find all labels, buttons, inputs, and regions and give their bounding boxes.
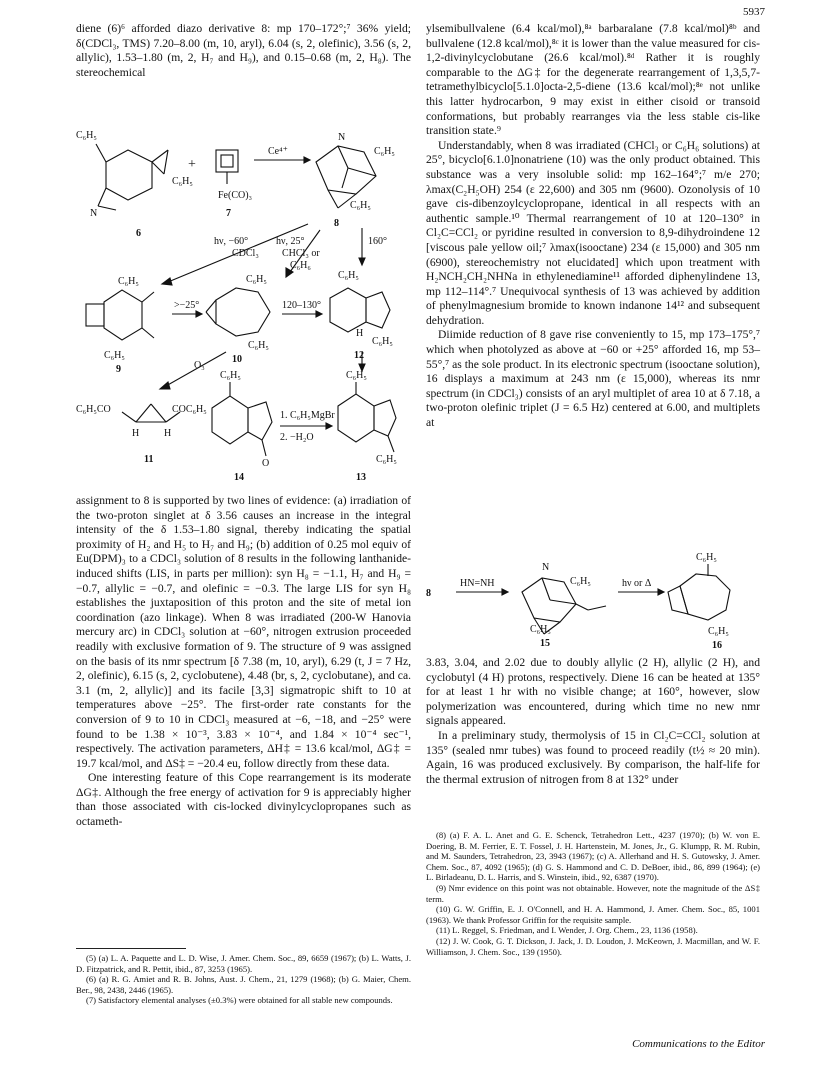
compound-11-label: 11	[144, 454, 154, 465]
fe-co-label: Fe(CO)₃	[218, 190, 253, 201]
compound-10-label: 10	[232, 354, 242, 365]
phco-label: C₆H₅CO	[76, 404, 111, 415]
compound-12-label: 12	[354, 350, 364, 361]
o3-reagent: O₃	[194, 360, 205, 371]
ce-reagent: Ce⁴⁺	[268, 146, 288, 157]
cdcl3-reagent: CDCl₃	[232, 248, 259, 259]
c16-ph2-label: C₆H₅	[708, 626, 729, 637]
left-body-paragraph-2: One interesting feature of this Cope rearrangement is its moderate ΔG‡. Although the free energy of activation for 9 is appreciably higher than those associated with cis-locked divinylcyclopropanes such as octameth-	[76, 771, 411, 829]
compound-7-label: 7	[226, 208, 231, 219]
c12-h-label: H	[356, 328, 364, 339]
c14-ph-label: C₆H₅	[220, 370, 241, 381]
footnote-10: (10) G. W. Griffin, E. J. O'Connell, and H. A. Hammond, J. Amer. Chem. Soc., 85, 1001 (1963). We thank Professor Griffin for the requisite sample.	[426, 904, 760, 925]
footnote-11: (11) L. Reggel, S. Friedman, and I. Wender, J. Org. Chem., 23, 1136 (1958).	[436, 925, 698, 936]
compound-10-structure	[206, 288, 270, 336]
c9-ph2-label: C₆H₅	[104, 350, 125, 361]
compound-12-structure	[330, 288, 390, 332]
grignard-step1: 1. C₆H₅MgBr	[280, 410, 335, 421]
compound-13-structure	[338, 382, 396, 452]
c13-ph2-label: C₆H₅	[376, 454, 397, 465]
c15-ph2-label: C₆H₅	[530, 624, 551, 635]
c16-ph-label: C₆H₅	[696, 552, 717, 563]
footnote-6: (6) (a) R. G. Amiet and R. B. Johns, Aust. J. Chem., 21, 1279 (1968); (b) G. Maier, Chem. Ber., 98, 2438, 2446 (1965).	[76, 974, 411, 995]
right-column-middle	[426, 656, 760, 787]
scheme2-compound-8-label: 8	[426, 588, 431, 599]
compound-6-structure	[96, 144, 168, 210]
footnote-7: (7) Satisfactory elemental analyses (±0.3%) were obtained for all stable new compounds.	[86, 995, 393, 1006]
compound-6-label: 6	[136, 228, 141, 239]
plus-sign: +	[188, 157, 196, 172]
c12-ph-label: C₆H₅	[338, 270, 359, 281]
c11-h2-label: H	[164, 428, 172, 439]
right-paragraph-5: In a preliminary study, thermolysis of 15 in Cl₂C=CCl₂ solution at 135° (sealed nmr tubes) was found to proceed readily (t½ ≈ 20 min). Again, 16 was produced exclusively. By comparison, the half-life for the thermal extrusion of nitrogen from 8 at 132° under	[426, 728, 760, 786]
compound-9-label: 9	[116, 364, 121, 375]
left-footnote-rule	[76, 948, 186, 949]
t160-reagent: 160°	[368, 236, 387, 247]
right-footnotes	[426, 830, 760, 957]
t120-reagent: 120–130°	[282, 300, 321, 311]
hnnh-reagent: HN=NH	[460, 578, 495, 589]
left-top-paragraph: diene (6)⁶ afforded diazo derivative 8: mp 170–172°;⁷ 36% yield; δ(CDCl₃, TMS) 7.20–8.00 (m, 10, aryl), 6.04 (s, 2, olefinic), 3.56 (s, 2, allylic), 1.53–1.80 (m, 2, H₇ and H₉), and 0.15–0.68 (m, 2, H₈). The stereochemical	[76, 22, 411, 79]
c15-n-label: N	[542, 562, 550, 573]
footnote-9: (9) Nmr evidence on this point was not obtainable. However, note the magnitude of the ΔS‡ term.	[426, 882, 760, 904]
c14-o-label: O	[262, 458, 270, 469]
c8-ph2-label: C₆H₅	[350, 200, 371, 211]
left-footnotes	[76, 953, 411, 1006]
c10-ph2-label: C₆H₅	[248, 340, 269, 351]
c11-h1-label: H	[132, 428, 140, 439]
c9-ph-label: C₆H₅	[118, 276, 139, 287]
hv60-reagent: hν, −60°	[214, 236, 249, 247]
right-paragraph-4: 3.83, 3.04, and 2.02 due to doubly allylic (2 H), allylic (2 H), and cyclobutyl (4 H) protons, respectively. Diene 16 can be heated at 135° for at least 1 hr with no visible change; at 160°, however, slow polymerization was encountered, during which time no new nmr signals appeared.	[426, 656, 760, 728]
footnote-12: (12) J. W. Cook, G. T. Dickson, J. Jack, J. D. Loudon, J. McKeown, J. Macmillan, and W. F. Williamson, J. Chem. Soc., 139 (1950).	[426, 935, 760, 957]
left-column-body	[76, 494, 411, 830]
left-body-paragraph-1: assignment to 8 is supported by two lines of evidence: (a) irradiation of the two-proton singlet at δ 3.56 causes an increase in the integral intensity of the δ 1.53–1.80 signal, thereby indicating the spatial proximity of H₂ and H₅ to H₇ and H₉; (b) addition of 0.25 mol equiv of Eu(DPM)₃ to a CDCl₃ solution of 8 results in the following lanthanide-induced shifts (LIS, in parts per million): syn H₈ = −1.1, H₇ and H₉ = −0.7, allylic = −0.7, and olefinic = −0.3. The large LIS for syn H₈ establishes the juxtaposition of this proton and the site of metal ion coordination (azo linkage). When 8 was irradiated (200-W Hanovia mercury arc) in CDCl₃ solution at −60°, nitrogen extrusion proceeded readily with exclusive formation of 9. The structure of 9 was assigned on the basis of its nmr spectrum [δ 7.38 (m, 10, aryl), 6.29 (t, J = 7 Hz, 2, olefinic), 6.15 (s, 2, cyclobutene), 4.48 (br, s, 2, cyclobutane), and ca. 3.1 (m, 2, allylic)] and its facile [3,3] sigmatropic shift to 10 at temperatures above −25°. The first-order rate constants for the conversion of 9 to 10 in CDCl₃ measured at −6, −18, and −25° were found to be 1.38 × 10⁻³, 3.83 × 10⁻⁴, and 1.84 × 10⁻⁴ sec⁻¹, respectively. The activation parameters, ΔH‡ = 13.6 kcal/mol, ΔG‡ = 19.7 kcal/mol, and ΔS‡ = −20.4 eu, follow directly from these data.	[76, 494, 411, 770]
c6h6-reagent: C₆H₆	[290, 260, 311, 271]
hv25-reagent: hν, 25°	[276, 236, 305, 247]
grignard-step2: 2. −H₂O	[280, 432, 314, 443]
compound-8-structure	[316, 146, 376, 208]
compound-15-label: 15	[540, 638, 550, 649]
page-number: 5937	[743, 6, 765, 18]
coph-label: COC₆H₅	[172, 404, 207, 415]
compound-16-label: 16	[712, 640, 722, 651]
hv-delta-reagent: hν or Δ	[622, 578, 652, 589]
c6-ph2-label: C₆H₅	[172, 176, 193, 187]
c13-ph-label: C₆H₅	[346, 370, 367, 381]
compound-9-structure	[86, 290, 154, 340]
c10-ph-label: C₆H₅	[246, 274, 267, 285]
footnote-5: (5) (a) L. A. Paquette and L. D. Wise, J. Amer. Chem. Soc., 89, 6659 (1967); (b) L. Watts, J. D. Fitzpatrick, and R. Pettit, ibid., 87, 3253 (1965).	[76, 953, 411, 974]
right-paragraph-2: Understandably, when 8 was irradiated (CHCl₃ or C₆H₆ solutions) at 25°, bicyclo[6.1.0]nonatriene (10) was the only product obtained. This substance was a very insoluble solid: mp 162–164°;⁷ m/e 270; λmax(C₂H₅OH) 254 (ε 22,600) and 305 nm (9600). Ozonolysis of 10 gave cis-dibenzoylcyclopropane, identical in all respects with an authentic sample.¹⁰ Thermal rearrangement of 10 at 120–130° in Cl₂C=CCl₂ or pyridine resulted in conversion to 8,9-dihydroindene 12 [viscous pale yellow oil;⁷ λmax(isooctane) 234 (ε 15,000) and 305 nm (6900), stereochemistry not elucidated] which upon treatment with H₂NCH₂CH₂NHNa in ethylenediamine¹¹ afforded diphenylindene 13, mp 112–114°.⁷ Unequivocal synthesis of 13 was achieved by addition of phenylmagnesium bromide to known indanone 14¹² and subsequent dehydration.	[426, 138, 760, 327]
c15-ph-label: C₆H₅	[570, 576, 591, 587]
c8-ph-label: C₆H₅	[374, 146, 395, 157]
page-footer: Communications to the Editor	[632, 1038, 765, 1050]
compound-13-label: 13	[356, 472, 366, 483]
t25-reagent: >−25°	[174, 300, 200, 311]
compound-14-label: 14	[234, 472, 244, 483]
right-paragraph-1: ylsemibullvalene (6.4 kcal/mol),⁸ᵃ barbaralane (7.8 kcal/mol)⁸ᵇ and bullvalene (12.8 kcal/mol),⁸ᶜ it is lower than the value measured for cis-1,2-divinylcyclobutane (26.6 kcal/mol).⁸ᵈ Rather it is roughly comparable to the ΔG‡ for the degenerate rearrangement of 1,3,5,7-tetramethylbicyclo[5.1.0]octa-2,5-diene (13.6 kcal/mol);⁸ᵉ not unlike this latter hydrocarbon, 9 may exist in either cisoid or transoid conformations, but probably rearranges via the less stable cis-like transition state.⁹	[426, 22, 760, 138]
footnote-8: (8) (a) F. A. L. Anet and G. E. Schenck, Tetrahedron Lett., 4237 (1970); (b) W. von E. Doering, B. M. Ferrier, E. T. Fossel, J. H. Hartenstein, M. Jones, Jr., G. Klumpp, R. M. Rubin, and M. Saunders, Tetrahedron, 23, 3943 (1967); (c) A. Allerhand and H. S. Gutowsky, J. Amer. Chem. Soc., 87, 4092 (1965); (d) G. S. Hammond and C. D. DeBoer, ibid., 86, 899 (1964); (e) L. Birladeanu, D. L. Harris, and S. Winstein, ibid., 92, 6387 (1970).	[426, 830, 760, 883]
compound-7-structure	[216, 150, 238, 184]
compound-14-structure	[212, 382, 272, 456]
reaction-scheme-1	[76, 122, 411, 488]
c12-ph2-label: C₆H₅	[372, 336, 393, 347]
c6-ph-label: C₆H₅	[76, 130, 97, 141]
chcl3-reagent: CHCl₃ or	[282, 248, 320, 259]
right-paragraph-3: Diimide reduction of 8 gave rise conveniently to 15, mp 173–175°,⁷ which when photolyzed as above at −60 or +25° afforded 16, mp 53–55°,⁷ as the sole product. In its electronic spectrum (isooctane solution), 16 displays a maximum at 243 nm (ε 15,000), whereas its nmr spectrum (in CDCl₃) consists of an aryl multiplet of area 10 at δ 7.18, a two-proton olefinic triplet (J = 6.5 Hz) centered at 6.00, and multiplets at	[426, 328, 760, 430]
right-column-top	[426, 22, 760, 431]
c8-n-label: N	[338, 132, 346, 143]
c6-n-label: N	[90, 208, 98, 219]
reaction-scheme-2	[426, 552, 760, 652]
compound-8-label: 8	[334, 218, 339, 229]
left-column-top	[76, 22, 411, 80]
compound-16-structure	[668, 564, 730, 620]
